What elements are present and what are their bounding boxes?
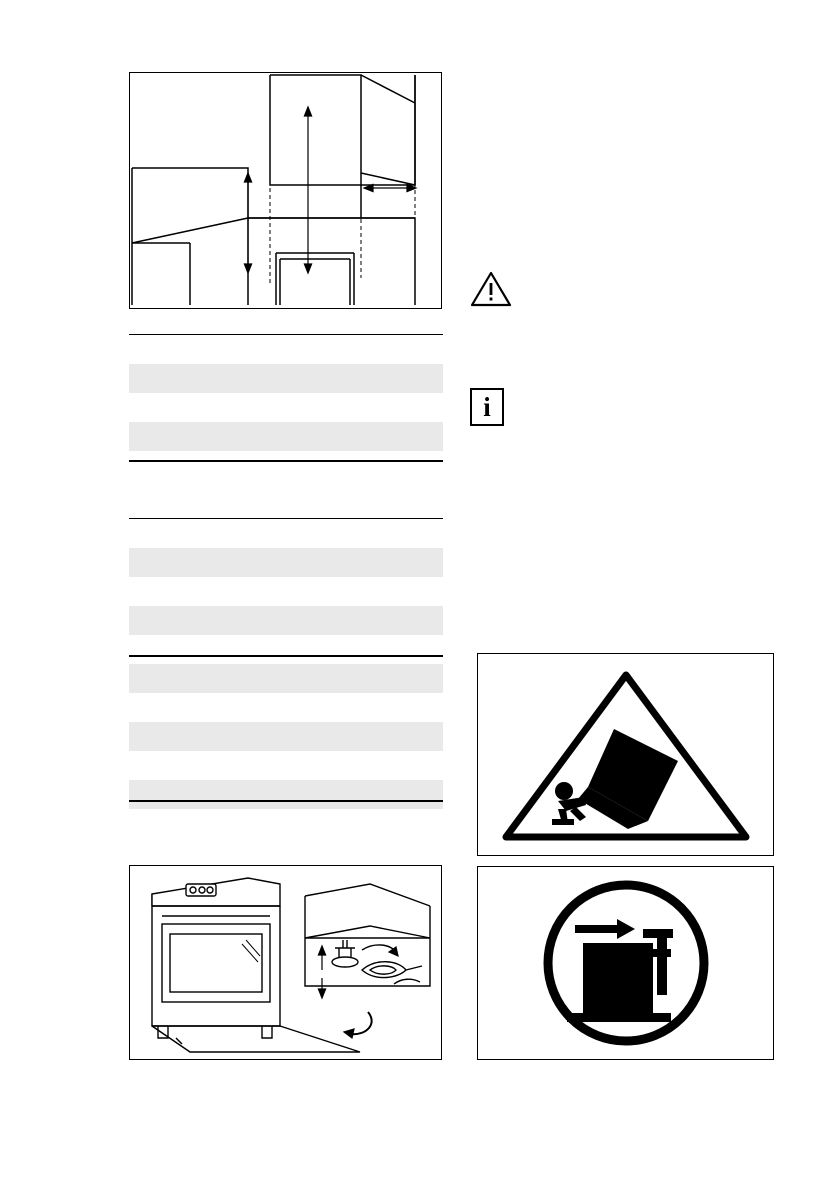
table-two-mid-rule [129, 655, 443, 657]
table-one-bottom-rule [129, 460, 443, 462]
cell-value [286, 519, 443, 548]
table-row [129, 451, 443, 480]
table-row [129, 606, 443, 635]
dimensions-table [129, 335, 443, 480]
table-row [129, 664, 443, 693]
table-two-bottom-rule [129, 800, 443, 802]
technical-data-table-body [129, 519, 443, 809]
cell-value [286, 451, 443, 480]
cell-label [129, 693, 286, 722]
tip-over-hazard-pictogram [477, 653, 774, 856]
installation-dimension-drawing [130, 73, 440, 307]
cell-label [129, 422, 286, 451]
table-row [129, 519, 443, 548]
table-row [129, 364, 443, 393]
information-icon [470, 388, 504, 426]
cell-value [286, 780, 443, 809]
cell-label [129, 722, 286, 751]
technical-data-table [129, 519, 443, 809]
cell-value [286, 577, 443, 606]
cell-value [286, 722, 443, 751]
table-row [129, 577, 443, 606]
cell-label [129, 364, 286, 393]
cell-value [286, 335, 443, 364]
cell-value [286, 635, 443, 664]
cell-value [286, 422, 443, 451]
table-row [129, 548, 443, 577]
cell-label [129, 519, 286, 548]
table-row [129, 335, 443, 364]
cell-value [286, 548, 443, 577]
installation-dimension-figure [129, 72, 442, 309]
table-row [129, 422, 443, 451]
cell-value [286, 364, 443, 393]
cell-value [286, 751, 443, 780]
dimensions-table-body [129, 335, 443, 480]
information-icon-glyph: i [483, 391, 491, 422]
cell-value [286, 393, 443, 422]
cell-label [129, 548, 286, 577]
cell-label [129, 751, 286, 780]
cell-label [129, 393, 286, 422]
warning-triangle-icon [470, 270, 512, 308]
cell-label [129, 635, 286, 664]
table-row [129, 751, 443, 780]
tip-over-hazard-drawing [496, 665, 756, 845]
cell-label [129, 335, 286, 364]
anti-tip-bracket-drawing [511, 877, 741, 1049]
table-row [129, 693, 443, 722]
cooker-levelling-drawing [130, 866, 440, 1058]
table-row [129, 393, 443, 422]
anti-tip-bracket-pictogram [477, 866, 774, 1060]
cooker-levelling-figure [129, 865, 442, 1060]
cell-value [286, 606, 443, 635]
cell-value [286, 693, 443, 722]
cell-label [129, 577, 286, 606]
cell-value [286, 664, 443, 693]
cell-label [129, 606, 286, 635]
cell-label [129, 780, 286, 809]
table-row [129, 722, 443, 751]
table-row [129, 635, 443, 664]
cell-label [129, 664, 286, 693]
table-row [129, 780, 443, 809]
cell-label [129, 451, 286, 480]
